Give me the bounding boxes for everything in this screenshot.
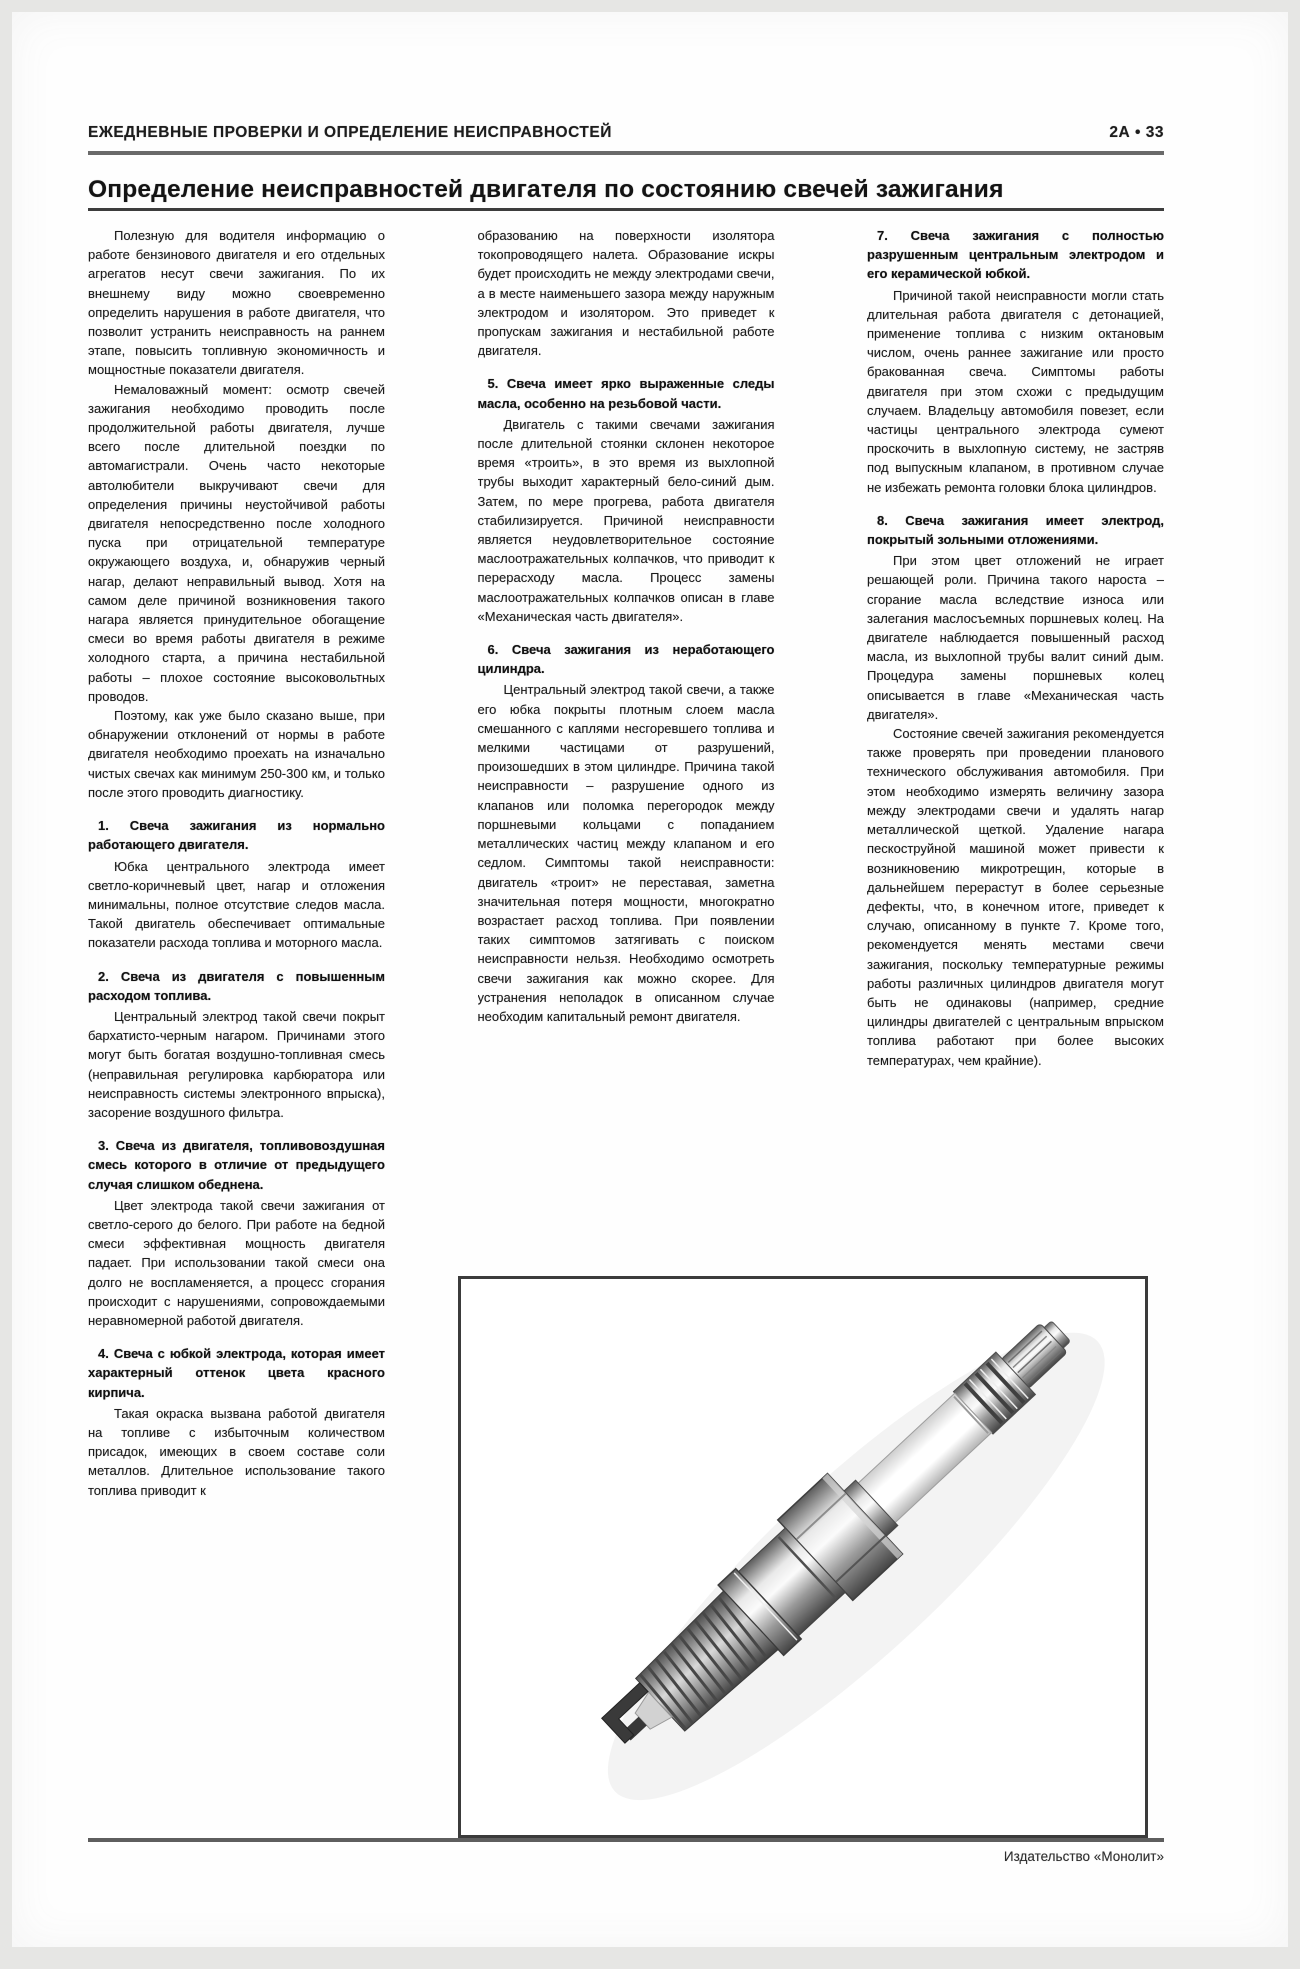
page [12,12,1288,1947]
header-rule [88,151,1164,155]
item-heading-7: 7. Свеча зажигания с полностью разрушенным центральным электродом и его керамической юбкой. [867,228,1164,282]
spark-plug-figure [458,1276,1148,1838]
publisher-footer: Издательство «Монолит» [1003,1849,1164,1864]
paragraph: Центральный электрод такой свечи покрыт бархатисто-черным нагаром. Причинами этого могут быть богатая воздушно-топливная смесь (неправильная регулировка карбюратора или неисправность системы электронного впрыска), засорение воздушного фильтра. [88,1008,385,1120]
paragraph: Юбка центрального электрода имеет светло-коричневый цвет, нагар и отложения минимальны, полное отсутствие следов масла. Такой двигатель обеспечивает оптимальные показатели расхода топлива и моторного масла. [88,858,385,951]
paragraph-continuation: образованию на поверхности изолятора токопроводящего налета. Образование искры будет происходить не между электродами свечи, а в месте наименьшего зазора между наружным электродом и изолятором. Это приведет к пропускам зажигания и нестабильной работе двигателя. [477,228,775,359]
paragraph: Причиной такой неисправности могли стать длительная работа двигателя с детонацией, применение топлива с низким октановым числом, очень раннее зажигание или просто бракованная свеча. Симптомы работы двигателя при этом схожи с предыдущим случаем. Владельцу автомобиля повезет, если частицы центрального электрода сумеют проскочить в выхлопную систему, не застряв под выпускным клапаном, в противном случае не избежать ремонта головки блока цилиндров. [867,287,1164,495]
item-heading-6: 6. Свеча зажигания из неработающего цилиндра. [477,642,775,677]
paragraph: Поэтому, как уже было сказано выше, при обнаружении отклонений от нормы в работе двигателя необходимо проехать на изначально чистых свечах как минимум 250-300 км, и только после этого проводить диагностику. [88,708,385,800]
item-heading-8: 8. Свеча зажигания имеет электрод, покрытый зольными отложениями. [867,512,1164,548]
page-number: 2А • 33 [1109,124,1164,141]
footer-rule [88,1838,1164,1842]
paragraph: При этом цвет отложений не играет решающей роли. Причина такого нароста – сгорание масла вследствие износа или залегания маслосъемных поршневых колец. На двигателе наблюдается повышенный расход масла, из выхлопной трубы валит синий дым. Процедура замены поршневых колец описывается в главе «Механическая часть двигателя». [867,553,1164,722]
paragraph: Центральный электрод такой свечи, а также его юбка покрыты плотным слоем масла смешанного с каплями несгоревшего топлива и мелкими частицами от разрушений, произошедших в этом цилиндре. Причина такой неисправности – разрушение одного из клапанов или поломка перегородок между поршневыми кольцами с попаданием металлических частиц между клапаном и его седлом. Симптомы такой неисправности: двигатель «троит» не переставая, заметна значительная потеря мощности, многократно возрастает расход топлива. При появлении таких симптомов затягивать с поиском неисправности нельзя. Необходимо осмотреть свечи зажигания как можно скорее. Для устранения неполадок в описанном случае необходим капитальный ремонт двигателя. [477,682,775,1024]
paragraph: Такая окраска вызвана работой двигателя на топливе с избыточным количеством присадок, имеющих в своем составе соли металлов. Длительное использование такого топлива приводит к [88,1405,385,1498]
paragraph: Состояние свечей зажигания рекомендуется также проверять при проведении планового технического обслуживания автомобиля. При этом необходимо измерять величину зазора между электродами свечи и удалять нагар металлической щеткой. Удаление нагара пескоструйной машиной может привести к возникновению микротрещин, которые в дальнейшем перерастут в более серьезные дефекты, что, в конечном итоге, приведет к случаю, описанному в пункте 7. Кроме того, рекомендуется менять местами свечи зажигания, поскольку температурные режимы работы различных цилиндров двигателя могут быть не одинаковы (например, средние цилиндры двигателей с центральным впрыском топлива работают при более высоких температурах, чем крайние). [867,726,1164,1068]
running-header-title: ЕЖЕДНЕВНЫЕ ПРОВЕРКИ И ОПРЕДЕЛЕНИЕ НЕИСПРАВНОСТЕЙ [88,124,612,141]
item-heading-4: 4. Свеча с юбкой электрода, которая имеет характерный оттенок цвета красного кирпича. [88,1346,385,1400]
paragraph: Двигатель с такими свечами зажигания после длительной стоянки склонен некоторое время «троить», в это время из выхлопной трубы выходит характерный бело-синий дым. Затем, по мере прогрева, работа двигателя стабилизируется. Причиной неисправности является неудовлетворительное состояние маслоотражательных колпачков, что приводит к перерасходу масла. Процесс замены маслоотражательных колпачков описан в главе «Механическая часть двигателя». [477,416,775,624]
page-content [88,12,1164,1864]
paragraph: Немаловажный момент: осмотр свечей зажигания необходимо проводить после продолжительной работы двигателя, лучше всего после длительной поездки по автомагистрали. Очень часто некоторые автолюбители выкручивают свечи для определения причины неустойчивой работы двигателя непосредственно после холодного пуска при отрицательной температуре окружающего воздуха, и, обнаружив черный нагар, делают неправильный вывод. Хотя на самом деле причиной возникновения такого нагара является принудительное обогащение смеси во время работы двигателя в режиме холодного старта, а причина нестабильной работы – плохое состояние высоковольтных проводов. [88,381,385,704]
paragraph: Полезную для водителя информацию о работе бензинового двигателя и его отдельных агрегатов несут свечи зажигания. По их внешнему виду можно своевременно определить нарушения в работе двигателя, что позволит устранить неисправность на раннем этапе, повысить топливную экономичность и мощностные показатели двигателя. [88,228,385,378]
running-header [88,124,1164,142]
paragraph: Цвет электрода такой свечи зажигания от светло-серого до белого. При работе на бедной смеси эффективная мощность двигателя падает. При использовании такой смеси она долго не воспламеняется, а процесс сгорания происходит с нарушениями, сопровождаемыми неравномерной работой двигателя. [88,1197,385,1328]
section-title: Определение неисправностей двигателя по состоянию свечей зажигания [88,176,1164,211]
column-1 [88,226,385,1838]
item-heading-3: 3. Свеча из двигателя, топливовоздушная смесь которого в отличие от предыдущего случая слишком обеднена. [88,1138,385,1192]
spark-plug-photo [461,1279,1145,1835]
item-heading-2: 2. Свеча из двигателя с повышенным расходом топлива. [88,968,385,1003]
item-heading-5: 5. Свеча имеет ярко выраженные следы масла, особенно на резьбовой части. [477,376,775,411]
text-columns [88,226,1164,1838]
item-heading-1: 1. Свеча зажигания из нормально работающего двигателя. [88,818,385,853]
